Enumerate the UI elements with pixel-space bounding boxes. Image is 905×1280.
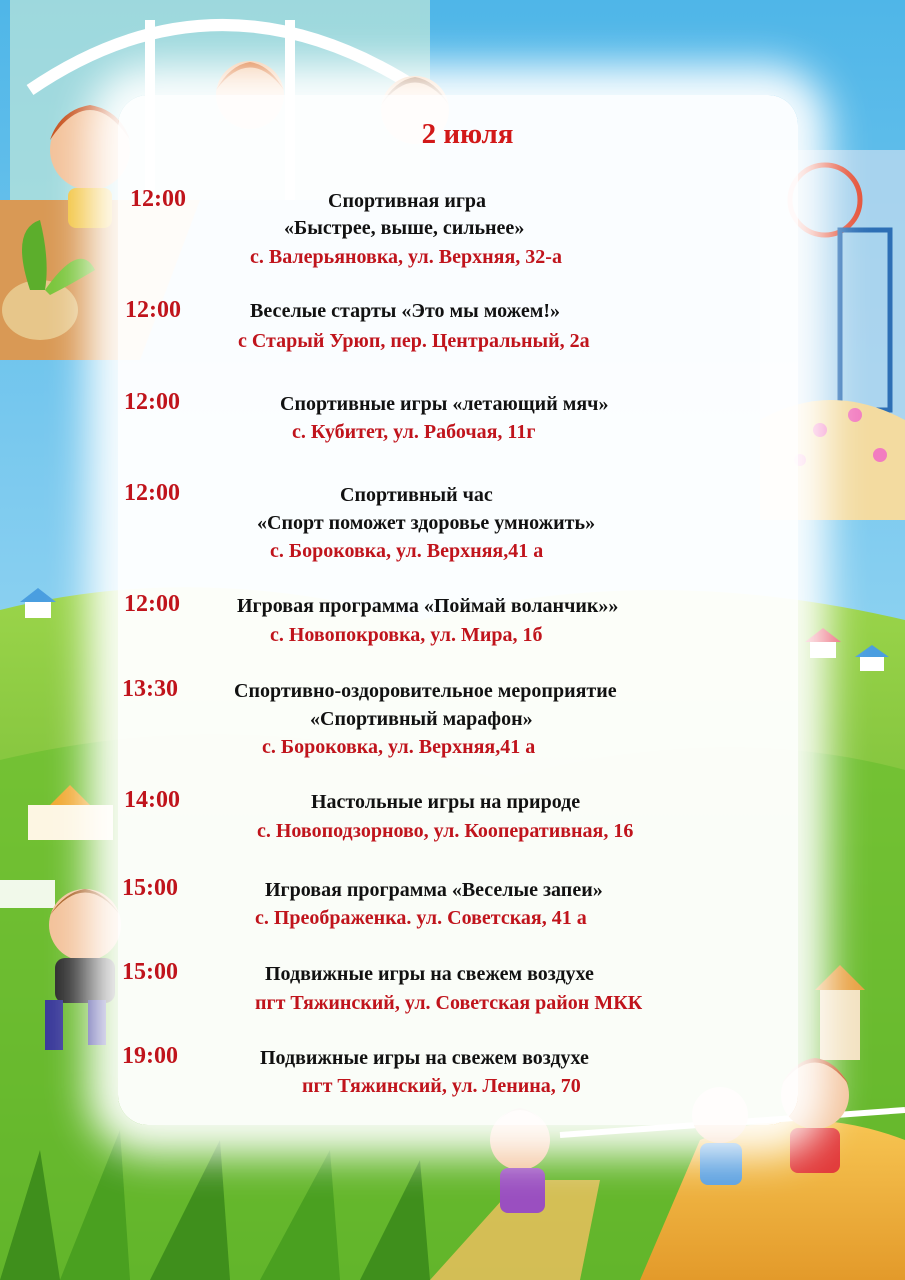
event-title: Спортивные игры «летающий мяч»: [280, 393, 609, 415]
event-time: 12:00: [124, 591, 180, 617]
event-time: 12:00: [125, 297, 181, 323]
event-address: с. Новоподзорново, ул. Кооперативная, 16: [257, 820, 634, 842]
event-time: 13:30: [122, 676, 178, 702]
event-title: Настольные игры на природе: [311, 791, 581, 813]
event-address: с. Бороковка, ул. Верхняя,41 а: [270, 540, 544, 562]
event-address: пгт Тяжинский, ул. Ленина, 70: [302, 1075, 581, 1097]
event-title: Игровая программа «Веселые запеи»: [265, 879, 603, 901]
event-time: 12:00: [124, 480, 180, 506]
event-time: 12:00: [130, 186, 186, 212]
event-title: «Спорт поможет здоровье умножить»: [257, 512, 596, 534]
event-address: с. Новопокровка, ул. Мира, 1б: [270, 624, 543, 646]
event-time: 15:00: [122, 875, 178, 901]
event-title: Спортивно-оздоровительное мероприятие: [234, 680, 617, 702]
event-time: 19:00: [122, 1043, 178, 1069]
event-time: 15:00: [122, 959, 178, 985]
event-address: с. Преображенка. ул. Советская, 41 а: [255, 907, 587, 929]
event-title: Спортивный час: [340, 484, 493, 506]
event-address: с. Кубитет, ул. Рабочая, 11г: [292, 421, 536, 443]
event-address: с. Валерьяновка, ул. Верхняя, 32-а: [250, 246, 562, 268]
date-heading: 2 июля: [421, 118, 514, 150]
event-title: Подвижные игры на свежем воздухе: [260, 1047, 589, 1069]
event-time: 12:00: [124, 389, 180, 415]
event-title: «Спортивный марафон»: [310, 708, 533, 730]
event-title: Подвижные игры на свежем воздухе: [265, 963, 594, 985]
event-time: 14:00: [124, 787, 180, 813]
event-address: с Старый Урюп, пер. Центральный, 2а: [238, 330, 590, 352]
event-address: с. Бороковка, ул. Верхняя,41 а: [262, 736, 536, 758]
event-title: «Быстрее, выше, сильнее»: [284, 217, 525, 239]
event-title: Веселые старты «Это мы можем!»: [250, 300, 561, 322]
event-address: пгт Тяжинский, ул. Советская район МКК: [255, 992, 643, 1014]
event-title: Игровая программа «Поймай воланчик»»: [237, 595, 619, 617]
event-title: Спортивная игра: [328, 190, 487, 212]
